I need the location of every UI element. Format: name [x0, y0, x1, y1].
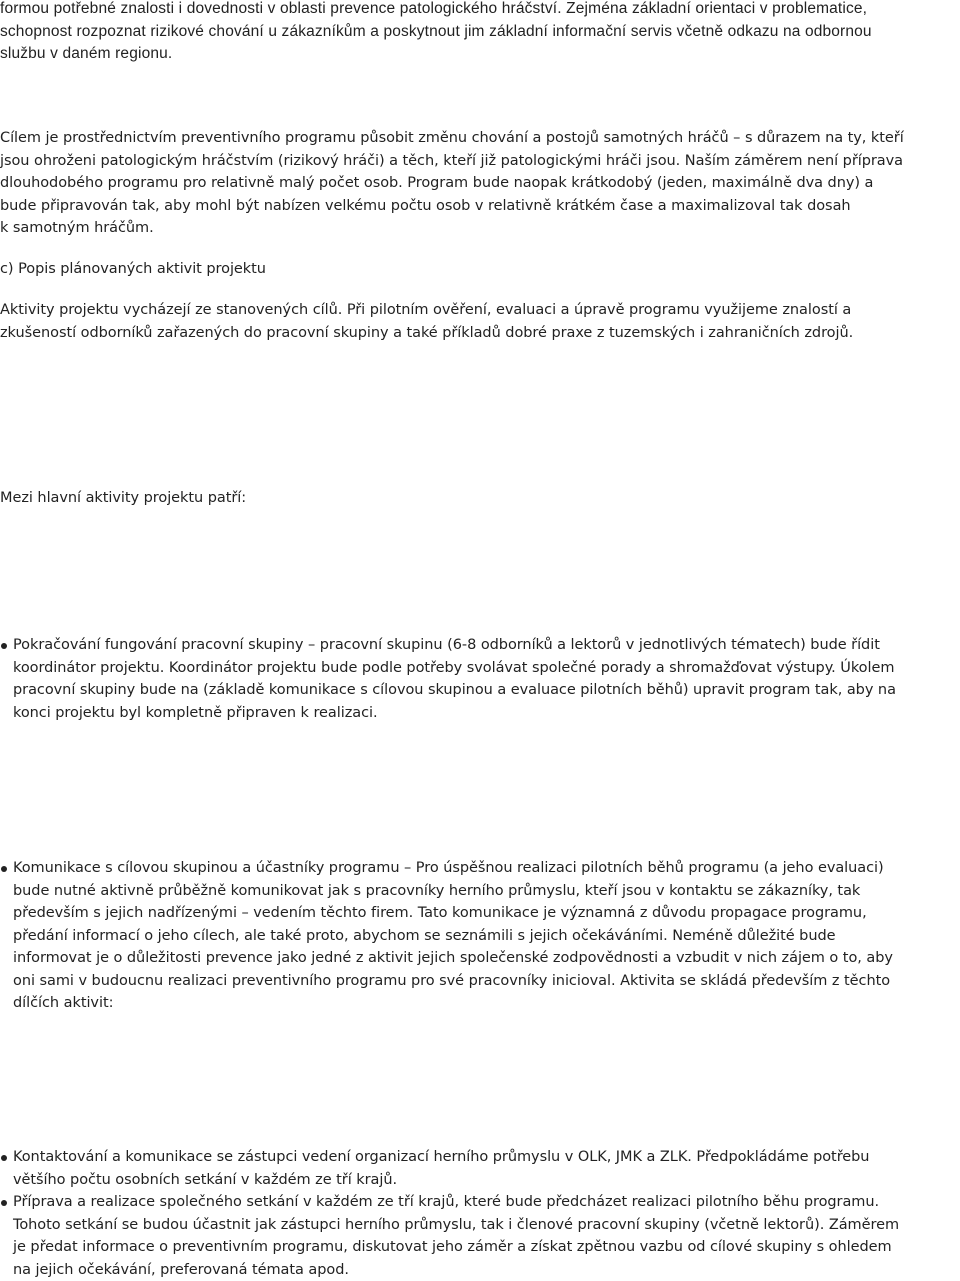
list-item-line: bude nutné aktivně průběžně komunikovat jak s pracovníky herního průmyslu, kteří jsou v kontaktu se zákazníky, tak [13, 882, 861, 899]
bullet-icon [1, 1155, 7, 1161]
goal-line: jsou ohroženi patologickým hráčstvím (rizikový hráči) a těch, kteří již patologickými hráči jsou. Naším záměrem není příprava [0, 152, 903, 169]
list-item-line: dílčích aktivit: [13, 995, 114, 1011]
bullet-icon [1, 866, 7, 872]
intro-paragraph [0, 0, 960, 66]
list-item-line: především s jejich nadřízenými – vedením těchto firem. Tato komunikace je významná z důvodu propagace programu, [13, 905, 867, 921]
list-item-line: Tohoto setkání se budou účastnit jak zástupci herního průmyslu, tak i členové pracovní skupiny (včetně lektorů). Záměrem [13, 1216, 900, 1233]
goal-paragraph [0, 127, 960, 240]
list-item-line: na jejich očekávání, preferovaná témata apod. [13, 1261, 349, 1278]
goal-line: Cílem je prostřednictvím preventivního programu působit změnu chování a postojů samotných hráčů – s důrazem na ty, kteří [0, 130, 904, 146]
list-item [0, 634, 960, 724]
bullet-icon [1, 643, 7, 649]
list-item [0, 1191, 960, 1281]
activities-intro-paragraph [0, 299, 960, 344]
list-item-line: Kontaktování a komunikace se zástupci vedení organizací herního průmyslu v OLK, JMK a ZLK. Předpokládáme potřebu [13, 1149, 870, 1165]
list-item [0, 1146, 960, 1191]
activities-intro-line: zkušeností odborníků zařazených do pracovní skupiny a také příkladů dobré praxe z tuzemských i zahraničních zdrojů. [0, 324, 854, 341]
list-item-line: konci projektu byl kompletně připraven k realizaci. [13, 704, 378, 721]
list-item-line: většího počtu osobních setkání v každém ze tří krajů. [13, 1171, 398, 1188]
section-heading: c) Popis plánovaných aktivit projektu [0, 261, 266, 277]
intro-line: schopnost rozpoznat rizikové chování u zákazníkům a poskytnout jim základní informační servis včetně odkazu na odbornou [0, 22, 872, 40]
intro-line: formou potřebné znalosti i dovednosti v oblasti prevence patologického hráčství. Zejména základní orientaci v problematice, [0, 0, 868, 17]
intro-line: službu v daném regionu. [0, 45, 173, 62]
list-item-line: informovat je o důležitosti prevence jako jedné z aktivit jejich společenské zodpovědnosti a vzbudit v nich zájem o to, aby [13, 950, 893, 966]
list-item-line: oni sami v budoucnu realizaci preventivního programu pro své pracovníky inicioval. Aktivita se skládá především z těchto [13, 972, 891, 989]
list-item-line: předání informací o jeho cílech, ale také proto, abychom se seznámili s jejich očekáváními. Neméně důležité bude [13, 927, 836, 944]
goal-line: dlouhodobého programu pro relativně malý počet osob. Program bude naopak krátkodobý (jeden, maximálně dva dny) a [0, 175, 874, 191]
goal-line: k samotným hráčům. [0, 220, 154, 236]
list-item-line: koordinátor projektu. Koordinátor projektu bude podle potřeby svolávat společné porady a shromažďovat výstupy. Úkolem [13, 659, 895, 676]
list-item-line: Příprava a realizace společného setkání v každém ze tří krajů, které bude předcházet realizaci pilotního běhu programu. [13, 1194, 880, 1210]
list-item [0, 857, 960, 1015]
list-item-line: pracovní skupiny bude na (základě komunikace s cílovou skupinou a evaluace pilotních běhů) upravit program tak, aby na [13, 682, 896, 698]
list-item-line: Komunikace s cílovou skupinou a účastníky programu – Pro úspěšnou realizaci pilotních běhů programu (a jeho evaluaci) [13, 860, 884, 876]
activities-intro-line: Aktivity projektu vycházejí ze stanovených cílů. Při pilotním ověření, evaluaci a úpravě programu využijeme znalostí a [0, 302, 852, 318]
list-item-line: Pokračování fungování pracovní skupiny – pracovní skupinu (6-8 odborníků a lektorů v jednotlivých tématech) bude řídit [13, 637, 880, 653]
goal-line: bude připravován tak, aby mohl být nabízen velkému počtu osob v relativně krátkém čase a maximalizoval tak dosah [0, 197, 851, 214]
bullet-icon [1, 1200, 7, 1206]
list-item-line: je předat informace o preventivním programu, diskutovat jeho záměr a získat zpětnou vazbu od cílové skupiny s ohledem [13, 1239, 892, 1255]
main-activities-heading: Mezi hlavní aktivity projektu patří: [0, 490, 247, 506]
